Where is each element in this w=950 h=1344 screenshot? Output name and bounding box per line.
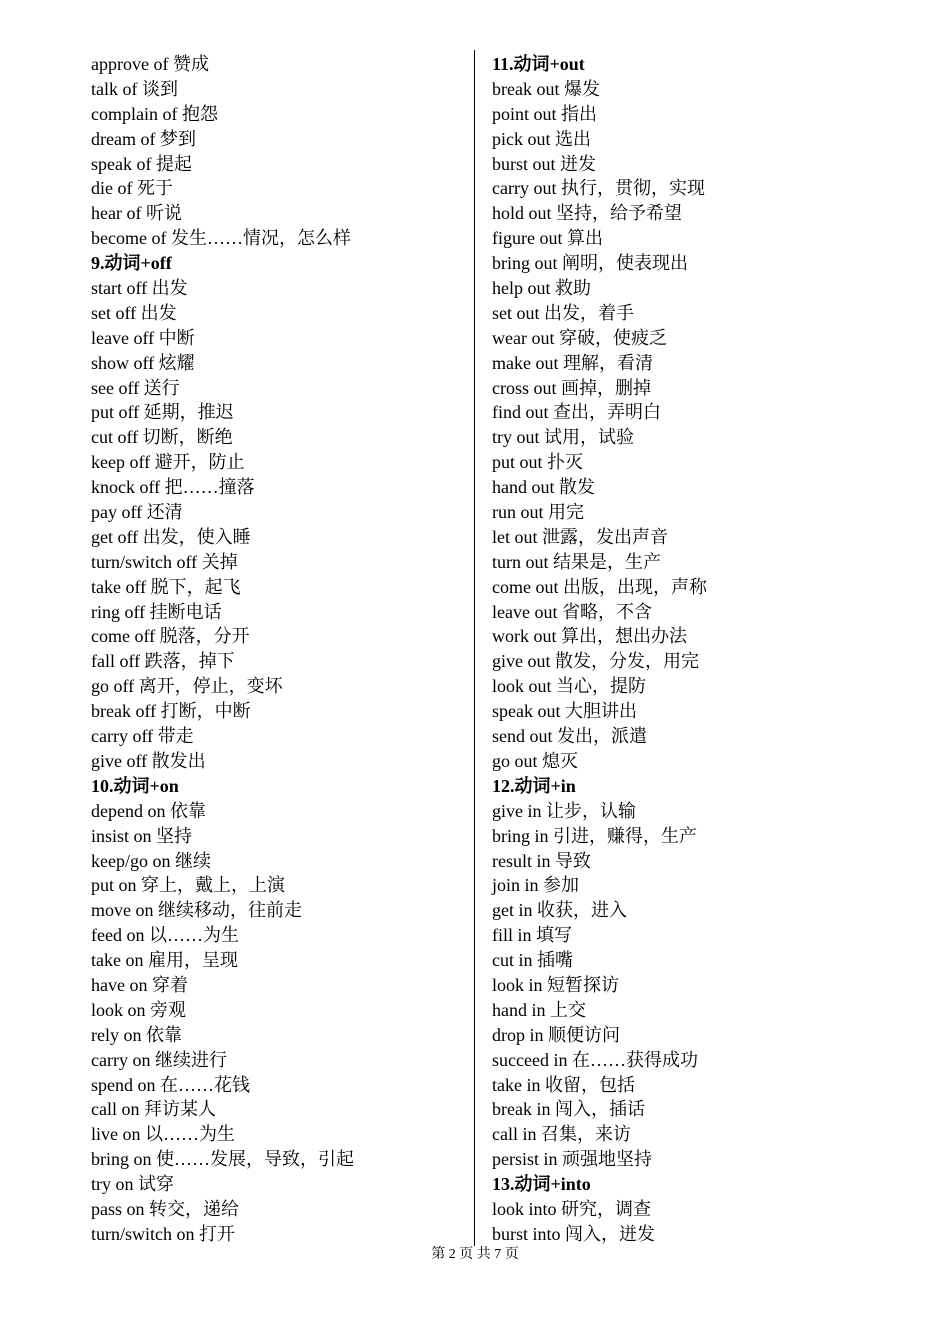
phrase-entry: set out 出发，着手 xyxy=(492,302,634,323)
phrase-entry: hear of 听说 xyxy=(91,203,182,224)
phrase-entry: approve of 赞成 xyxy=(91,54,209,74)
phrase-entry: put out 扑灭 xyxy=(492,452,584,473)
phrase-entry: get off 出发，使入睡 xyxy=(91,526,251,547)
phrase-entry: break in 闯入，插话 xyxy=(492,1099,645,1120)
section-heading: 10.动词+on xyxy=(91,775,179,796)
section-heading: 12.动词+in xyxy=(492,775,576,796)
phrase-entry: come out 出版，出现，声称 xyxy=(492,576,707,597)
phrase-entry: break off 打断，中断 xyxy=(91,701,251,722)
phrase-entry: knock off 把……撞落 xyxy=(91,477,255,498)
phrase-entry: find out 查出，弄明白 xyxy=(492,402,661,423)
phrase-entry: try on 试穿 xyxy=(91,1174,174,1195)
phrase-entry: have on 穿着 xyxy=(91,974,188,995)
phrase-entry: fill in 填写 xyxy=(492,925,572,946)
column-divider xyxy=(474,50,475,1246)
phrase-entry: make out 理解，看清 xyxy=(492,352,653,373)
phrase-entry: die of 死于 xyxy=(91,178,173,199)
phrase-entry: look in 短暂探访 xyxy=(492,974,620,995)
phrase-entry: go off 离开，停止，变坏 xyxy=(91,676,283,697)
phrase-entry: cut off 切断，断绝 xyxy=(91,427,233,448)
phrase-entry: turn out 结果是，生产 xyxy=(492,551,661,572)
phrase-entry: let out 泄露，发出声音 xyxy=(492,526,668,547)
phrase-entry: look into 研究，调查 xyxy=(492,1198,652,1219)
phrase-entry: fall off 跌落，掉下 xyxy=(91,651,235,672)
phrase-entry: try out 试用，试验 xyxy=(492,427,634,448)
phrase-entry: complain of 抱怨 xyxy=(91,103,218,124)
phrase-entry: become of 发生……情况，怎么样 xyxy=(91,228,351,249)
phrase-entry: leave off 中断 xyxy=(91,327,195,348)
page-footer: 第 2 页 共 7 页 xyxy=(431,1247,519,1262)
phrase-entry: get in 收获，进入 xyxy=(492,900,627,921)
phrase-entry: burst out 迸发 xyxy=(492,153,597,174)
phrase-entry: give out 散发，分发，用完 xyxy=(492,651,699,672)
phrase-entry: send out 发出，派遣 xyxy=(492,726,647,747)
phrase-entry: bring in 引进，赚得，生产 xyxy=(492,825,697,846)
phrase-entry: run out 用完 xyxy=(492,502,584,523)
phrase-entry: turn/switch on 打开 xyxy=(91,1223,235,1244)
phrase-entry: result in 导致 xyxy=(492,850,591,871)
phrase-entry: pick out 选出 xyxy=(492,128,591,149)
phrase-entry: figure out 算出 xyxy=(492,228,603,249)
phrase-entry: put off 延期，推迟 xyxy=(91,402,234,423)
phrase-entry: help out 救助 xyxy=(492,278,591,299)
phrase-entry: bring on 使……发展，导致，引起 xyxy=(91,1149,354,1170)
phrase-entry: bring out 阐明，使表现出 xyxy=(492,253,688,274)
right-column xyxy=(492,52,892,1247)
section-heading: 13.动词+into xyxy=(492,1174,591,1195)
phrase-entry: carry on 继续进行 xyxy=(91,1049,227,1070)
phrase-entry: carry off 带走 xyxy=(91,726,194,747)
phrase-entry: work out 算出，想出办法 xyxy=(492,626,687,647)
phrase-entry: ring off 挂断电话 xyxy=(91,601,222,622)
phrase-entry: dream of 梦到 xyxy=(91,128,196,149)
phrase-entry: keep/go on 继续 xyxy=(91,850,211,871)
phrase-entry: burst into 闯入，迸发 xyxy=(492,1223,656,1244)
phrase-entry: keep off 避开，防止 xyxy=(91,452,245,473)
phrase-entry: hold out 坚持，给予希望 xyxy=(492,203,683,224)
phrase-entry: pay off 还清 xyxy=(91,502,183,523)
phrase-entry: depend on 依靠 xyxy=(91,800,206,821)
phrase-entry: succeed in 在……获得成功 xyxy=(492,1049,698,1070)
phrase-entry: talk of 谈到 xyxy=(91,78,178,99)
phrase-entry: call in 召集，来访 xyxy=(492,1124,631,1145)
phrase-entry: put on 穿上，戴上，上演 xyxy=(91,875,286,896)
phrase-entry: give in 让步，认输 xyxy=(492,800,636,821)
phrase-entry: set off 出发 xyxy=(91,302,177,323)
phrase-entry: wear out 穿破，使疲乏 xyxy=(492,327,667,348)
phrase-entry: rely on 依靠 xyxy=(91,1024,182,1045)
phrase-entry: turn/switch off 关掉 xyxy=(91,551,238,572)
phrase-entry: cut in 插嘴 xyxy=(492,950,573,971)
phrase-entry: join in 参加 xyxy=(492,875,580,896)
phrase-entry: take off 脱下，起飞 xyxy=(91,576,241,597)
phrase-entry: spend on 在……花钱 xyxy=(91,1074,250,1095)
phrase-entry: carry out 执行，贯彻，实现 xyxy=(492,178,705,199)
phrase-entry: hand in 上交 xyxy=(492,999,586,1020)
phrase-entry: drop in 顺便访问 xyxy=(492,1024,620,1045)
phrase-entry: go out 熄灭 xyxy=(492,750,579,771)
phrase-entry: call on 拜访某人 xyxy=(91,1099,216,1120)
phrase-entry: hand out 散发 xyxy=(492,477,595,498)
phrase-entry: live on 以……为生 xyxy=(91,1124,235,1145)
phrase-entry: take in 收留，包括 xyxy=(492,1074,635,1095)
section-heading: 11.动词+out xyxy=(492,54,585,74)
phrase-entry: speak out 大胆讲出 xyxy=(492,701,637,722)
section-heading: 9.动词+off xyxy=(91,253,172,274)
phrase-entry: feed on 以……为生 xyxy=(91,925,239,946)
phrase-entry: speak of 提起 xyxy=(91,153,192,174)
phrase-entry: look out 当心，提防 xyxy=(492,676,647,697)
phrase-entry: show off 炫耀 xyxy=(91,352,195,373)
phrase-entry: persist in 顽强地坚持 xyxy=(492,1149,652,1170)
phrase-entry: break out 爆发 xyxy=(492,78,600,99)
phrase-entry: see off 送行 xyxy=(91,377,180,398)
phrase-entry: come off 脱落，分开 xyxy=(91,626,250,647)
left-column xyxy=(91,52,471,1247)
phrase-entry: take on 雇用，呈现 xyxy=(91,950,238,971)
phrase-entry: point out 指出 xyxy=(492,103,598,124)
phrase-entry: give off 散发出 xyxy=(91,750,206,771)
phrase-entry: look on 旁观 xyxy=(91,999,187,1020)
phrase-entry: start off 出发 xyxy=(91,278,188,299)
phrase-entry: move on 继续移动，往前走 xyxy=(91,900,302,921)
phrase-entry: cross out 画掉，删掉 xyxy=(492,377,651,398)
phrase-entry: insist on 坚持 xyxy=(91,825,193,846)
phrase-entry: leave out 省略，不含 xyxy=(492,601,652,622)
phrase-entry: pass on 转交，递给 xyxy=(91,1198,239,1219)
